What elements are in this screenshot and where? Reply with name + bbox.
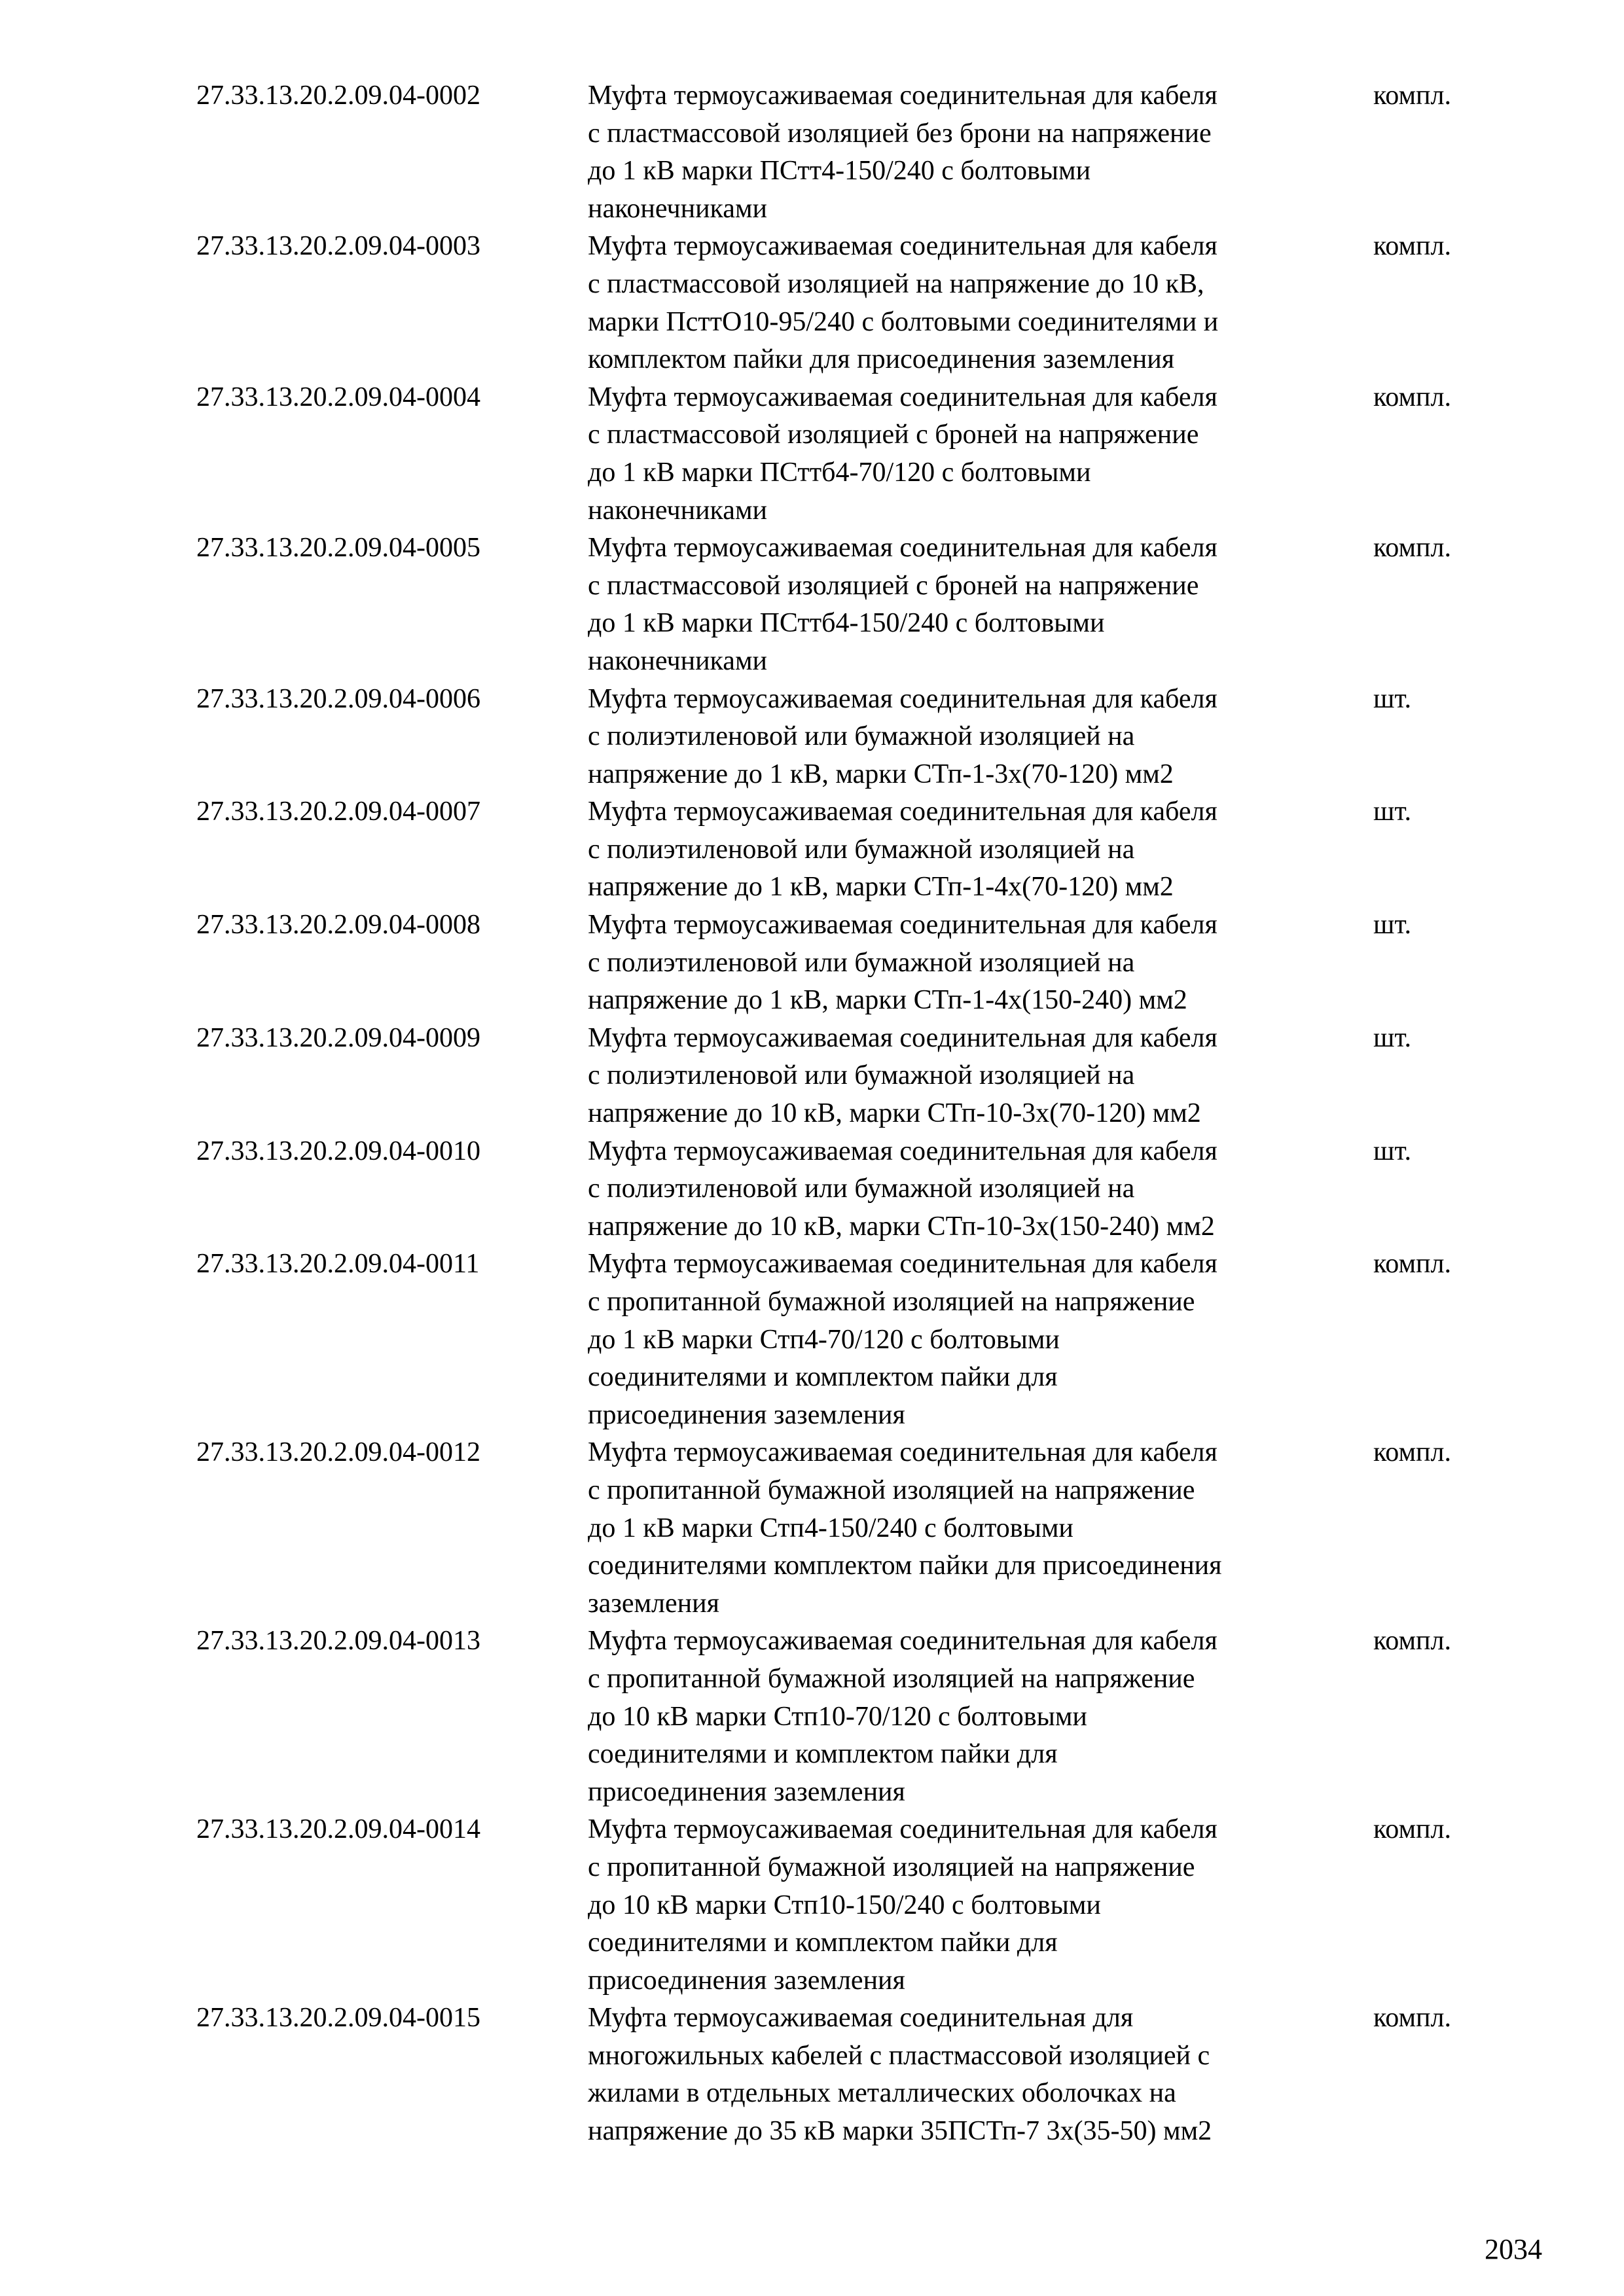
list-item [196,1246,1506,1434]
item-unit: шт. [1373,910,1412,941]
item-unit: компл. [1373,231,1451,262]
item-unit: компл. [1373,382,1451,412]
list-item [196,228,1506,378]
item-unit: шт. [1373,1136,1412,1166]
item-description: Муфта термоусаживаемая соединительная для кабеля с пластмассовой изоляцией с броней на напряжение до 1 кВ марки ПСттб4-150/240 с болтовыми наконечниками [588,533,1218,676]
item-code: 27.33.13.20.2.09.04-0013 [196,1626,480,1657]
item-description: Муфта термоусаживаемая соединительная для кабеля с пластмассовой изоляцией с броней на напряжение до 1 кВ марки ПСттб4-70/120 с болтовыми наконечниками [588,382,1218,526]
item-description: Муфта термоусаживаемая соединительная для кабеля с пропитанной бумажной изоляцией на напряжение до 1 кВ марки Стп4-150/240 с болтовыми соединителями комплектом пайки для присоединения заземления [588,1437,1222,1619]
item-description: Муфта термоусаживаемая соединительная для кабеля с полиэтиленовой или бумажной изоляцией на напряжение до 1 кВ, марки СТп-1-4х(150-240) мм2 [588,910,1218,1016]
list-item [196,1811,1506,2000]
list-item [196,681,1506,794]
item-code: 27.33.13.20.2.09.04-0007 [196,797,480,827]
item-code: 27.33.13.20.2.09.04-0002 [196,81,480,111]
list-item [196,1133,1506,1246]
item-code: 27.33.13.20.2.09.04-0003 [196,231,480,262]
item-description: Муфта термоусаживаемая соединительная для кабеля с полиэтиленовой или бумажной изоляцией на напряжение до 10 кВ, марки СТп-10-3х(150-240) мм2 [588,1136,1218,1242]
item-code: 27.33.13.20.2.09.04-0015 [196,2003,480,2034]
item-code: 27.33.13.20.2.09.04-0012 [196,1437,480,1468]
list-item [196,793,1506,906]
item-code: 27.33.13.20.2.09.04-0011 [196,1249,480,1280]
item-description: Муфта термоусаживаемая соединительная для кабеля с пропитанной бумажной изоляцией на напряжение до 10 кВ марки Стп10-150/240 с болтовыми соединителями и комплектом пайки для присоединения заземления [588,1814,1218,1996]
list-item [196,1434,1506,1623]
catalog-list [196,77,1506,2151]
list-item [196,1623,1506,1811]
item-unit: компл. [1373,81,1451,111]
item-description: Муфта термоусаживаемая соединительная для кабеля с полиэтиленовой или бумажной изоляцией на напряжение до 1 кВ, марки СТп-1-3х(70-120) мм2 [588,683,1218,789]
page-number: 2034 [1485,2233,1542,2265]
item-code: 27.33.13.20.2.09.04-0010 [196,1136,480,1166]
item-description: Муфта термоусаживаемая соединительная для многожильных кабелей с пластмассовой изоляцией с жилами в отдельных металлических оболочках на напряжение до 35 кВ марки 35ПСТп-7 3х(35-50) мм2 [588,2003,1212,2147]
list-item [196,379,1506,529]
list-item [196,906,1506,1020]
item-code: 27.33.13.20.2.09.04-0014 [196,1814,480,1845]
item-description: Муфта термоусаживаемая соединительная для кабеля с полиэтиленовой или бумажной изоляцией на напряжение до 1 кВ, марки СТп-1-4х(70-120) мм2 [588,797,1218,903]
list-item [196,77,1506,228]
list-item [196,529,1506,680]
item-unit: шт. [1373,1022,1412,1053]
item-unit: компл. [1373,1814,1451,1845]
item-unit: компл. [1373,2003,1451,2034]
item-description: Муфта термоусаживаемая соединительная для кабеля с пропитанной бумажной изоляцией на напряжение до 10 кВ марки Стп10-70/120 с болтовыми соединителями и комплектом пайки для присоединения заземления [588,1626,1218,1807]
list-item [196,1020,1506,1133]
item-unit: компл. [1373,1437,1451,1468]
item-code: 27.33.13.20.2.09.04-0006 [196,683,480,714]
item-code: 27.33.13.20.2.09.04-0008 [196,910,480,941]
item-code: 27.33.13.20.2.09.04-0004 [196,382,480,412]
item-unit: шт. [1373,797,1412,827]
item-code: 27.33.13.20.2.09.04-0009 [196,1022,480,1053]
item-description: Муфта термоусаживаемая соединительная для кабеля с пластмассовой изоляцией без брони на напряжение до 1 кВ марки ПСтт4-150/240 с болтовыми наконечниками [588,81,1218,224]
item-code: 27.33.13.20.2.09.04-0005 [196,533,480,564]
list-item [196,2000,1506,2150]
item-unit: компл. [1373,533,1451,564]
item-unit: компл. [1373,1249,1451,1280]
item-unit: шт. [1373,683,1412,714]
item-unit: компл. [1373,1626,1451,1657]
item-description: Муфта термоусаживаемая соединительная для кабеля с полиэтиленовой или бумажной изоляцией на напряжение до 10 кВ, марки СТп-10-3х(70-120) мм2 [588,1022,1218,1129]
item-description: Муфта термоусаживаемая соединительная для кабеля с пропитанной бумажной изоляцией на напряжение до 1 кВ марки Стп4-70/120 с болтовыми соединителями и комплектом пайки для присоединения заземления [588,1249,1218,1430]
item-description: Муфта термоусаживаемая соединительная для кабеля с пластмассовой изоляцией на напряжение до 10 кВ, марки ПсттО10-95/240 с болтовыми соединителями и комплектом пайки для присоединения заземления [588,231,1219,375]
